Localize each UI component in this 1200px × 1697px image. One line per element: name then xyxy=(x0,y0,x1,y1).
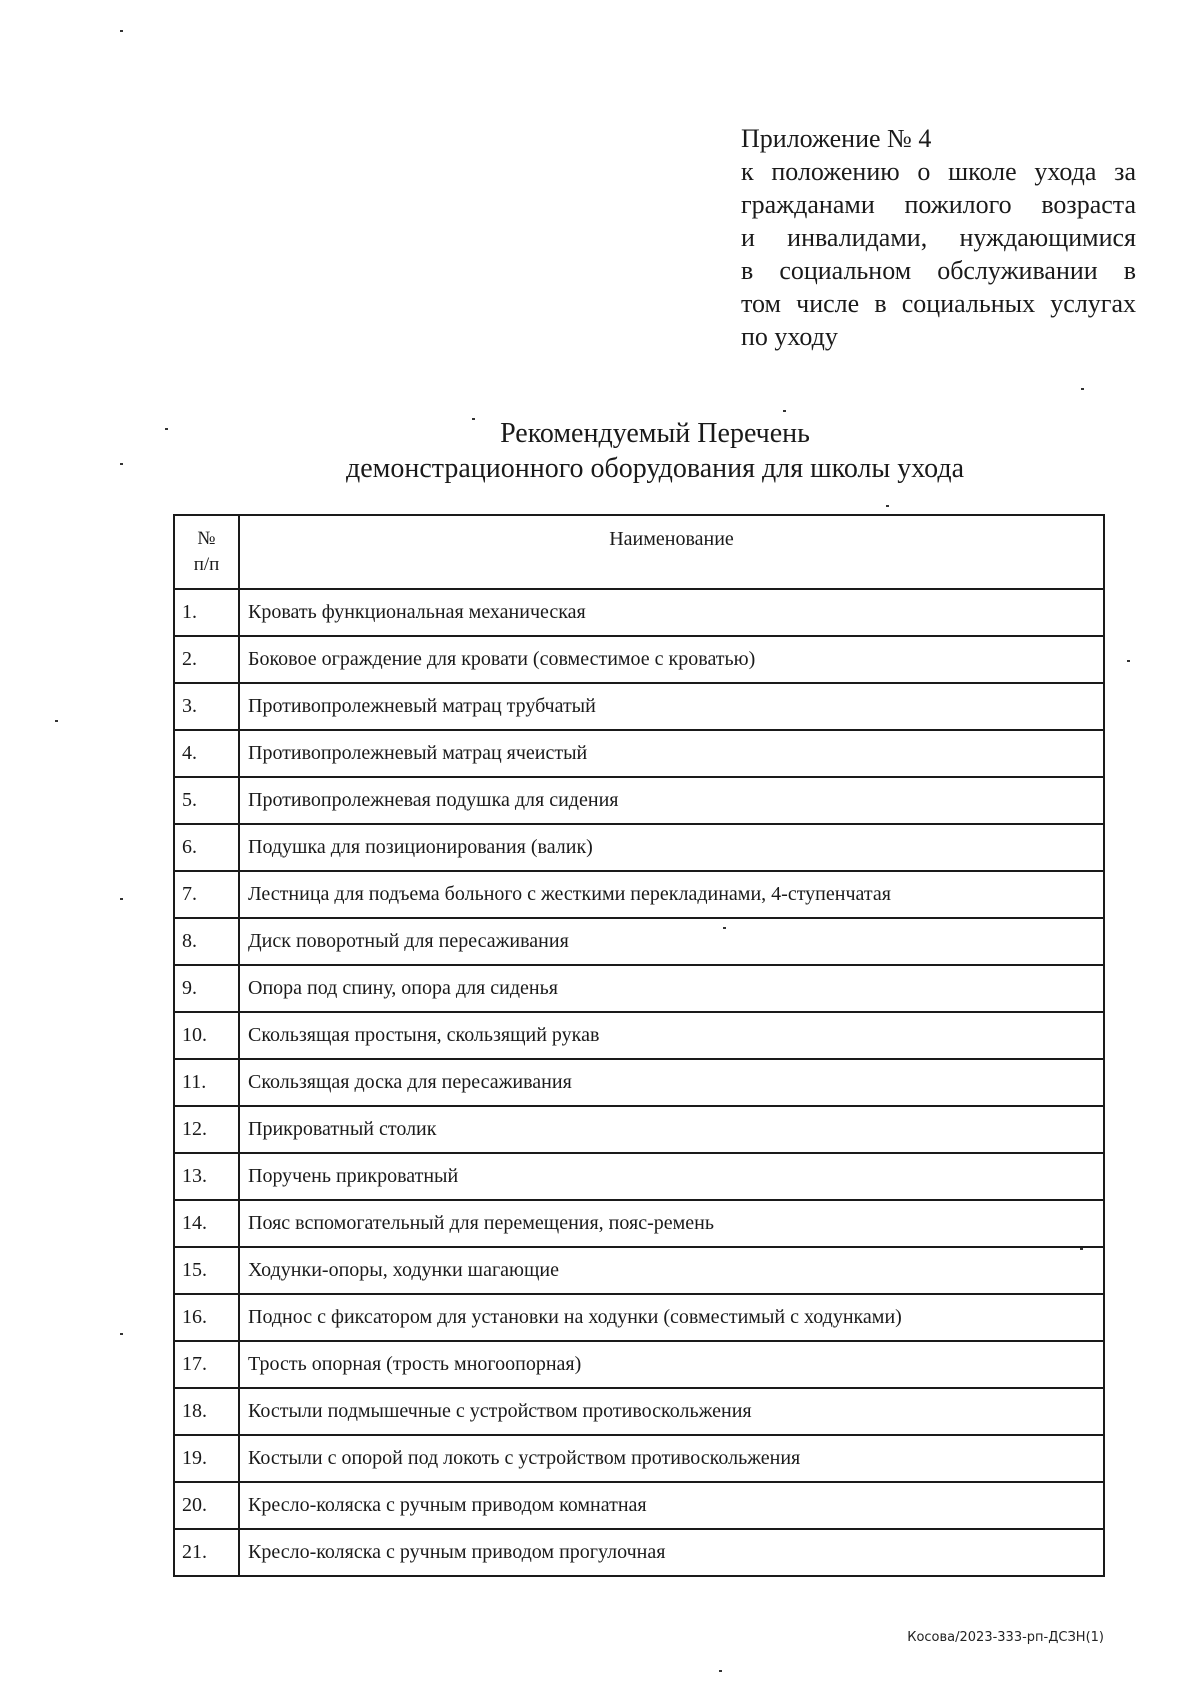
row-number: 5. xyxy=(174,777,239,824)
scan-speck xyxy=(886,505,889,507)
table-row xyxy=(174,1106,1104,1153)
row-number: 3. xyxy=(174,683,239,730)
row-item-name: Прикроватный столик xyxy=(239,1106,1104,1153)
table-row xyxy=(174,1247,1104,1294)
table-row xyxy=(174,1200,1104,1247)
scan-speck xyxy=(55,720,58,722)
row-item-name: Скользящая простыня, скользящий рукав xyxy=(239,1012,1104,1059)
appendix-line: в социальном обслуживании в xyxy=(741,256,1136,285)
row-item-name: Костыли с опорой под локоть с устройством противоскольжения xyxy=(239,1435,1104,1482)
number-header-symbol: № xyxy=(197,528,216,549)
table-row xyxy=(174,1529,1104,1576)
table-body xyxy=(174,589,1104,1576)
row-number: 1. xyxy=(174,589,239,636)
row-number: 10. xyxy=(174,1012,239,1059)
row-item-name: Поручень прикроватный xyxy=(239,1153,1104,1200)
appendix-line: к положению о школе ухода за xyxy=(741,157,1136,186)
row-item-name: Скользящая доска для пересаживания xyxy=(239,1059,1104,1106)
scan-speck xyxy=(165,428,168,430)
scan-speck xyxy=(120,1333,123,1335)
table-row xyxy=(174,1294,1104,1341)
row-item-name: Пояс вспомогательный для перемещения, пояс-ремень xyxy=(239,1200,1104,1247)
row-item-name: Противопролежневый матрац трубчатый xyxy=(239,683,1104,730)
table-row xyxy=(174,636,1104,683)
row-item-name: Опора под спину, опора для сиденья xyxy=(239,965,1104,1012)
table-row xyxy=(174,730,1104,777)
row-number: 19. xyxy=(174,1435,239,1482)
scan-speck xyxy=(719,1670,722,1672)
row-item-name: Противопролежневая подушка для сидения xyxy=(239,777,1104,824)
row-number: 17. xyxy=(174,1341,239,1388)
table-row xyxy=(174,1482,1104,1529)
scan-speck xyxy=(120,898,123,900)
row-number: 8. xyxy=(174,918,239,965)
row-number: 12. xyxy=(174,1106,239,1153)
number-column-header xyxy=(174,515,239,589)
table-row xyxy=(174,683,1104,730)
scan-speck xyxy=(472,418,475,420)
row-number: 15. xyxy=(174,1247,239,1294)
row-number: 14. xyxy=(174,1200,239,1247)
scan-speck xyxy=(1080,1248,1083,1250)
row-number: 9. xyxy=(174,965,239,1012)
table-row xyxy=(174,1012,1104,1059)
row-number: 4. xyxy=(174,730,239,777)
name-column-header: Наименование xyxy=(239,515,1104,589)
table-row xyxy=(174,871,1104,918)
appendix-line: и инвалидами, нуждающимися xyxy=(741,223,1136,252)
appendix-line: том числе в социальных услугах xyxy=(741,289,1136,318)
row-number: 13. xyxy=(174,1153,239,1200)
row-item-name: Подушка для позиционирования (валик) xyxy=(239,824,1104,871)
row-number: 20. xyxy=(174,1482,239,1529)
scan-speck xyxy=(1127,660,1130,662)
row-number: 2. xyxy=(174,636,239,683)
table-row xyxy=(174,1059,1104,1106)
appendix-line: гражданами пожилого возраста xyxy=(741,190,1136,219)
footer-document-code: Косова/2023-333-рп-ДСЗН(1) xyxy=(907,1630,1104,1645)
table-row xyxy=(174,1388,1104,1435)
row-item-name: Костыли подмышечные с устройством противоскольжения xyxy=(239,1388,1104,1435)
table-row xyxy=(174,824,1104,871)
row-item-name: Лестница для подъема больного с жесткими перекладинами, 4-ступенчатая xyxy=(239,871,1104,918)
document-title-line1: Рекомендуемый Перечень xyxy=(500,418,810,449)
scan-speck xyxy=(120,30,123,32)
row-item-name: Кресло-коляска с ручным приводом прогулочная xyxy=(239,1529,1104,1576)
table-row xyxy=(174,1341,1104,1388)
row-number: 16. xyxy=(174,1294,239,1341)
document-title xyxy=(160,416,1150,486)
row-item-name: Боковое ограждение для кровати (совместимое с кроватью) xyxy=(239,636,1104,683)
row-item-name: Поднос с фиксатором для установки на ходунки (совместимый с ходунками) xyxy=(239,1294,1104,1341)
table-row xyxy=(174,918,1104,965)
table-row xyxy=(174,589,1104,636)
table-row xyxy=(174,777,1104,824)
row-item-name: Противопролежневый матрац ячеистый xyxy=(239,730,1104,777)
document-title-line2: демонстрационного оборудования для школы ухода xyxy=(345,453,965,484)
row-number: 6. xyxy=(174,824,239,871)
appendix-line: по уходу xyxy=(741,322,838,351)
row-item-name: Ходунки-опоры, ходунки шагающие xyxy=(239,1247,1104,1294)
row-item-name: Диск поворотный для пересаживания xyxy=(239,918,1104,965)
scan-speck xyxy=(1081,388,1084,390)
appendix-line: Приложение № 4 xyxy=(741,124,932,153)
scan-speck xyxy=(723,927,726,929)
equipment-table xyxy=(173,514,1105,1577)
row-item-name: Кровать функциональная механическая xyxy=(239,589,1104,636)
scan-speck xyxy=(120,463,123,465)
table-header-row xyxy=(174,515,1104,589)
table-row xyxy=(174,1435,1104,1482)
appendix-header xyxy=(741,122,1136,353)
row-number: 18. xyxy=(174,1388,239,1435)
row-item-name: Трость опорная (трость многоопорная) xyxy=(239,1341,1104,1388)
row-item-name: Кресло-коляска с ручным приводом комнатная xyxy=(239,1482,1104,1529)
scan-speck xyxy=(783,410,786,412)
table-row xyxy=(174,965,1104,1012)
row-number: 11. xyxy=(174,1059,239,1106)
row-number: 21. xyxy=(174,1529,239,1576)
table-row xyxy=(174,1153,1104,1200)
number-header-abbr: п/п xyxy=(193,554,220,575)
row-number: 7. xyxy=(174,871,239,918)
